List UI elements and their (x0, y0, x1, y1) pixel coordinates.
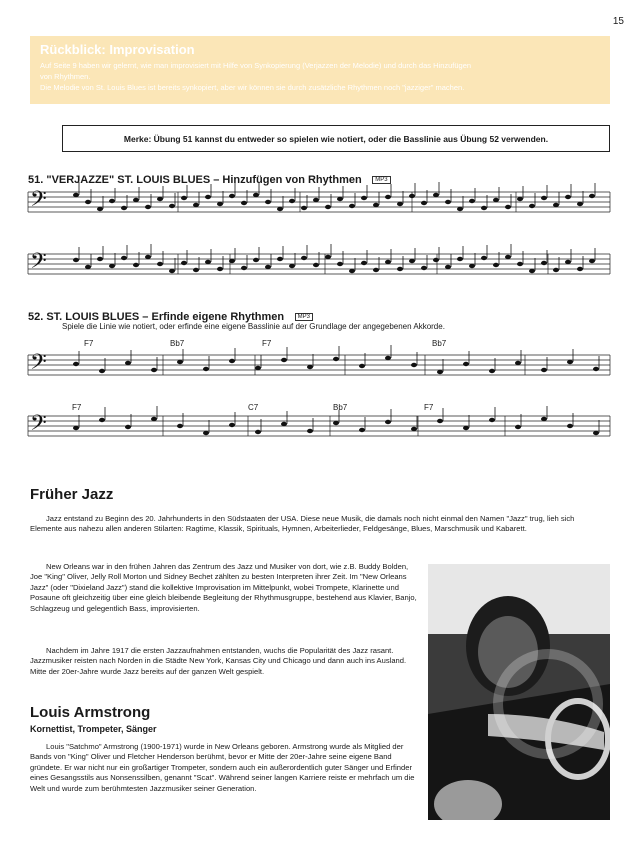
note-head (333, 421, 339, 425)
chord-symbol: Bb7 (333, 403, 348, 412)
note-head (565, 195, 571, 199)
note-head (281, 422, 287, 426)
note-head (505, 255, 511, 259)
bass-clef: 𝄢 (30, 187, 47, 217)
note-head (373, 203, 379, 207)
note-head (349, 204, 355, 208)
note-head (385, 260, 391, 264)
chord-symbol: Bb7 (170, 339, 185, 348)
section-heading-early-jazz: Früher Jazz (30, 486, 114, 503)
note-head (145, 205, 151, 209)
note-head (73, 193, 79, 197)
note-head (421, 201, 427, 205)
note-head (489, 418, 495, 422)
note-head (409, 259, 415, 263)
note-head (289, 199, 295, 203)
note-head (553, 268, 559, 272)
note-head (593, 431, 599, 435)
note-head (229, 359, 235, 363)
note-head (277, 257, 283, 261)
note-head (517, 197, 523, 201)
note-head (177, 424, 183, 428)
exercise-title: 52. ST. LOUIS BLUES – Erfinde eigene Rhythmen (28, 311, 285, 323)
note-head (463, 426, 469, 430)
note-head (307, 429, 313, 433)
note-head (589, 194, 595, 198)
note-head (169, 269, 175, 273)
note-head (325, 255, 331, 259)
note-head (157, 262, 163, 266)
note-head (437, 370, 443, 374)
note-head (567, 360, 573, 364)
note-head (469, 264, 475, 268)
note-head (517, 262, 523, 266)
note-head (577, 202, 583, 206)
note-head (255, 366, 261, 370)
note-head (541, 261, 547, 265)
note-head (515, 425, 521, 429)
note-head (255, 430, 261, 434)
note-head (193, 268, 199, 272)
note-head (133, 263, 139, 267)
note-head (85, 200, 91, 204)
note-head (121, 256, 127, 260)
note-head (99, 369, 105, 373)
note-head (565, 260, 571, 264)
note-head (493, 263, 499, 267)
mp3-badge[interactable]: MP3 (295, 313, 313, 321)
note-head (181, 196, 187, 200)
note-head (253, 193, 259, 197)
note-head (409, 194, 415, 198)
note-head (385, 195, 391, 199)
chord-symbol: F7 (262, 339, 272, 348)
note-head (469, 199, 475, 203)
note-head (73, 258, 79, 262)
note-head (205, 195, 211, 199)
note-head (593, 367, 599, 371)
note-head (193, 203, 199, 207)
note-head (177, 360, 183, 364)
note-head (515, 361, 521, 365)
note-head (125, 425, 131, 429)
note-head (589, 259, 595, 263)
note-head (121, 206, 127, 210)
mp3-badge[interactable]: MP3 (372, 176, 390, 184)
note-head (437, 419, 443, 423)
review-line: Auf Seite 9 haben wir gelernt, wie man improvisiert mit Hilfe von Synkopierung (Verjazzen der Melodie) und durch das Hinzufügen (40, 61, 472, 70)
note-head (411, 427, 417, 431)
note-head (529, 204, 535, 208)
review-line: von Rhythmen. (40, 72, 91, 81)
note-head (445, 265, 451, 269)
note-head (307, 365, 313, 369)
note-head (301, 256, 307, 260)
bass-clef: 𝄢 (30, 350, 47, 380)
note-head (109, 264, 115, 268)
note-head (541, 196, 547, 200)
note-head (361, 196, 367, 200)
note-head (421, 266, 427, 270)
note-head (99, 418, 105, 422)
note-head (541, 417, 547, 421)
note-head (359, 364, 365, 368)
note-head (85, 265, 91, 269)
note-head (337, 262, 343, 266)
note-head (349, 269, 355, 273)
note-head (277, 207, 283, 211)
note-head (97, 207, 103, 211)
note-head (281, 358, 287, 362)
section-heading-armstrong: Louis Armstrong (30, 704, 151, 721)
note-head (325, 205, 331, 209)
note-head (577, 267, 583, 271)
note-head (253, 258, 259, 262)
note-head (541, 368, 547, 372)
chord-symbol: F7 (84, 339, 94, 348)
armstrong-photo (428, 564, 610, 820)
note-head (337, 197, 343, 201)
page-number: 15 (612, 16, 624, 27)
note-head (73, 426, 79, 430)
note-head (229, 259, 235, 263)
note-head (73, 362, 79, 366)
note-head (411, 363, 417, 367)
note-head (457, 257, 463, 261)
chord-symbol: Bb7 (432, 339, 447, 348)
paragraph: Louis "Satchmo" Armstrong (1900-1971) wurde in New Orleans geboren. Armstrong wurde als Mitglied der Bands von "King" Oliver und Fletcher Henderson berühmt, bevor er Mitte der 20er-Jahre seine eigene Band gründete. Er war nicht nur ein großartiger Trompeter, sondern auch ein außerordentlich guter Sänger und Erfinder eines Gesangsstils aus Nonsenssilben, genannt "Scat". Während seiner langen Karriere reiste er mehrfach um die Welt und wurde zum berühmtesten Jazzmusiker seiner Generation. (30, 742, 415, 793)
note-head (313, 198, 319, 202)
bass-clef: 𝄢 (30, 249, 47, 279)
note-head (493, 198, 499, 202)
note-head (505, 205, 511, 209)
note-head (361, 261, 367, 265)
note-head (433, 193, 439, 197)
note-head (463, 362, 469, 366)
note-head (151, 417, 157, 421)
exercise-description: Spiele die Linie wie notiert, oder erfinde eine eigene Basslinie auf der Grundlage der angegebenen Akkorde. (62, 322, 445, 331)
note-head (241, 266, 247, 270)
note-head (481, 206, 487, 210)
merke-box: Merke: Übung 51 kannst du entweder so spielen wie notiert, oder die Basslinie aus Übung 52 verwenden. (62, 125, 610, 152)
note-head (241, 201, 247, 205)
note-head (445, 200, 451, 204)
note-head (229, 194, 235, 198)
exercise-title: 51. "VERJAZZE" ST. LOUIS BLUES – Hinzufügen von Rhythmen (28, 174, 362, 186)
note-head (481, 256, 487, 260)
note-head (529, 269, 535, 273)
note-head (217, 202, 223, 206)
note-head (151, 368, 157, 372)
note-head (145, 255, 151, 259)
note-head (97, 257, 103, 261)
note-head (313, 263, 319, 267)
chord-symbol: F7 (72, 403, 82, 412)
note-head (181, 261, 187, 265)
note-head (385, 356, 391, 360)
note-head (373, 268, 379, 272)
chord-symbol: C7 (248, 403, 259, 412)
note-head (385, 420, 391, 424)
note-head (125, 361, 131, 365)
section-subheading: Kornettist, Trompeter, Sänger (30, 724, 157, 734)
note-head (109, 199, 115, 203)
note-head (203, 367, 209, 371)
review-line: Die Melodie von St. Louis Blues ist bereits synkopiert, aber wir können sie durch zusätzliche Rhythmen noch "jazziger" machen. (40, 83, 465, 92)
paragraph: Nachdem im Jahre 1917 die ersten Jazzaufnahmen entstanden, wuchs die Popularität des Jazz rasant. Jazzmusiker reisten nach Norden in die Städte New York, Kansas City und Chicago und dann auch ins Ausland. Mitte der 20er-Jahre wurde Jazz bereits auf der ganzen Welt gespielt. (30, 646, 407, 676)
note-head (169, 204, 175, 208)
note-head (489, 369, 495, 373)
note-head (133, 198, 139, 202)
note-head (333, 357, 339, 361)
note-head (289, 264, 295, 268)
note-head (265, 265, 271, 269)
chord-symbol: F7 (424, 403, 434, 412)
note-head (205, 260, 211, 264)
note-head (397, 267, 403, 271)
note-head (457, 207, 463, 211)
note-head (359, 428, 365, 432)
note-head (157, 197, 163, 201)
note-head (567, 424, 573, 428)
paragraph: Jazz entstand zu Beginn des 20. Jahrhunderts in den Südstaaten der USA. Diese neue Musik, die damals noch nicht einmal den Namen "Jazz" trug, lieh sich Elemente aus nahezu allen anderen Stilarten: Ragtime, Klassik, Spirituals, Hymnen, Arbeiterlieder, Feldgesänge, Blues, Marschmusik und Kabarett. (30, 514, 575, 534)
note-head (553, 203, 559, 207)
paragraph: New Orleans war in den frühen Jahren das Zentrum des Jazz und Musiker von dort, wie z.B. Buddy Bolden, Joe "King" Oliver, Jelly Roll Morton und Sidney Bechet zählten zu besten Interpreten ihrer Zeit. Im "New Orleans Jazz" (oder "Dixieland Jazz") stand die kollektive Improvisation im Mittelpunkt, wobei Trompete, Klarinette und Posaune oft gleichzeitig über eine gleich bleibende Begleitung der Rhythmusgruppe, bestehend aus Klavier, Banjo, Schlagzeug und gelegentlich Bass, improvisierten. (30, 562, 417, 613)
note-head (433, 258, 439, 262)
review-title: Rückblick: Improvisation (40, 42, 195, 57)
note-head (397, 202, 403, 206)
note-head (203, 431, 209, 435)
note-head (301, 206, 307, 210)
bass-clef: 𝄢 (30, 411, 47, 441)
note-head (217, 267, 223, 271)
note-head (265, 200, 271, 204)
note-head (229, 423, 235, 427)
